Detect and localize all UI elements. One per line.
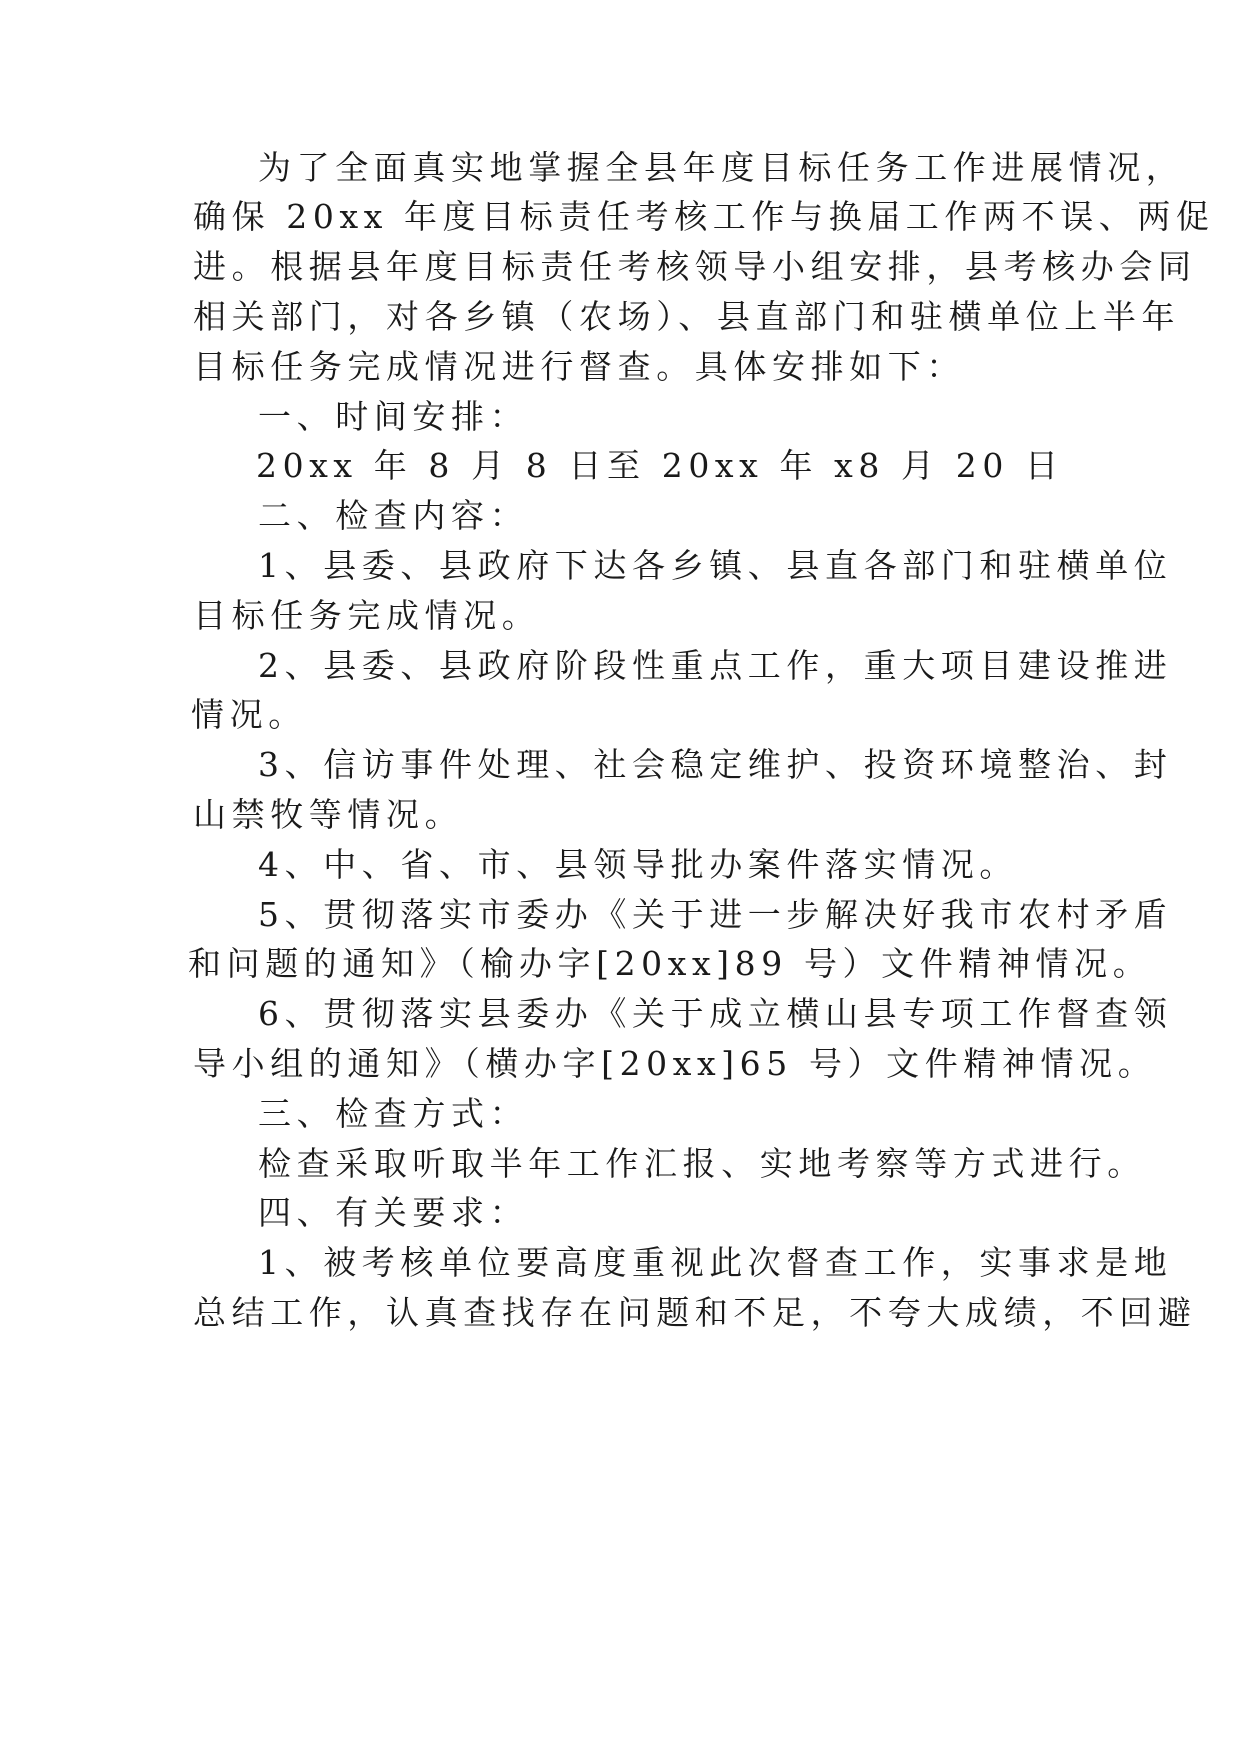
method-text: 检查采取听取半年工作汇报、实地考察等方式进行。: [258, 1144, 1146, 1183]
content-item-2-line-1: 2、县委、县政府阶段性重点工作，重大项目建设推进: [258, 646, 1173, 685]
content-item-6-line-1: 6、贯彻落实县委办《关于成立横山县专项工作督查领: [258, 994, 1173, 1033]
content-item-1-line-2: 目标任务完成情况。: [193, 596, 541, 635]
intro-line-1: 为了全面真实地掌握全县年度目标任务工作进展情况，: [258, 148, 1185, 187]
content-item-4-line-1: 4、中、省、市、县领导批办案件落实情况。: [258, 845, 1018, 884]
section-heading-method: 三、检查方式：: [258, 1094, 529, 1133]
content-item-6-line-2: 导小组的通知》（横办字[20xx]65 号）文件精神情况。: [193, 1044, 1157, 1083]
requirement-1-line-1: 1、被考核单位要高度重视此次督查工作，实事求是地: [258, 1243, 1173, 1282]
intro-line-5: 目标任务完成情况进行督查。具体安排如下：: [193, 347, 965, 386]
intro-line-3: 进。根据县年度目标责任考核领导小组安排，县考核办会同: [193, 247, 1197, 286]
section-heading-requirements: 四、有关要求：: [258, 1193, 529, 1232]
section-heading-content: 二、检查内容：: [258, 496, 529, 535]
intro-line-2: 确保 20xx 年度目标责任考核工作与换届工作两不误、两促: [193, 197, 1215, 236]
section-heading-time: 一、时间安排：: [258, 397, 529, 436]
content-item-2-line-2: 情况。: [191, 695, 307, 734]
content-item-1-line-1: 1、县委、县政府下达各乡镇、县直各部门和驻横单位: [258, 546, 1173, 585]
content-item-5-line-1: 5、贯彻落实市委办《关于进一步解决好我市农村矛盾: [258, 895, 1173, 934]
content-item-5-line-2: 和问题的通知》（榆办字[20xx]89 号）文件精神情况。: [188, 944, 1152, 983]
intro-line-4: 相关部门，对各乡镇（农场）、县直部门和驻横单位上半年: [193, 297, 1181, 336]
requirement-1-line-2: 总结工作，认真查找存在问题和不足，不夸大成绩，不回避: [193, 1293, 1197, 1332]
content-item-3-line-2: 山禁牧等情况。: [193, 795, 464, 834]
content-item-3-line-1: 3、信访事件处理、社会稳定维护、投资环境整治、封: [258, 745, 1173, 784]
time-range: 20xx 年 8 月 8 日至 20xx 年 x8 月 20 日: [256, 446, 1064, 485]
